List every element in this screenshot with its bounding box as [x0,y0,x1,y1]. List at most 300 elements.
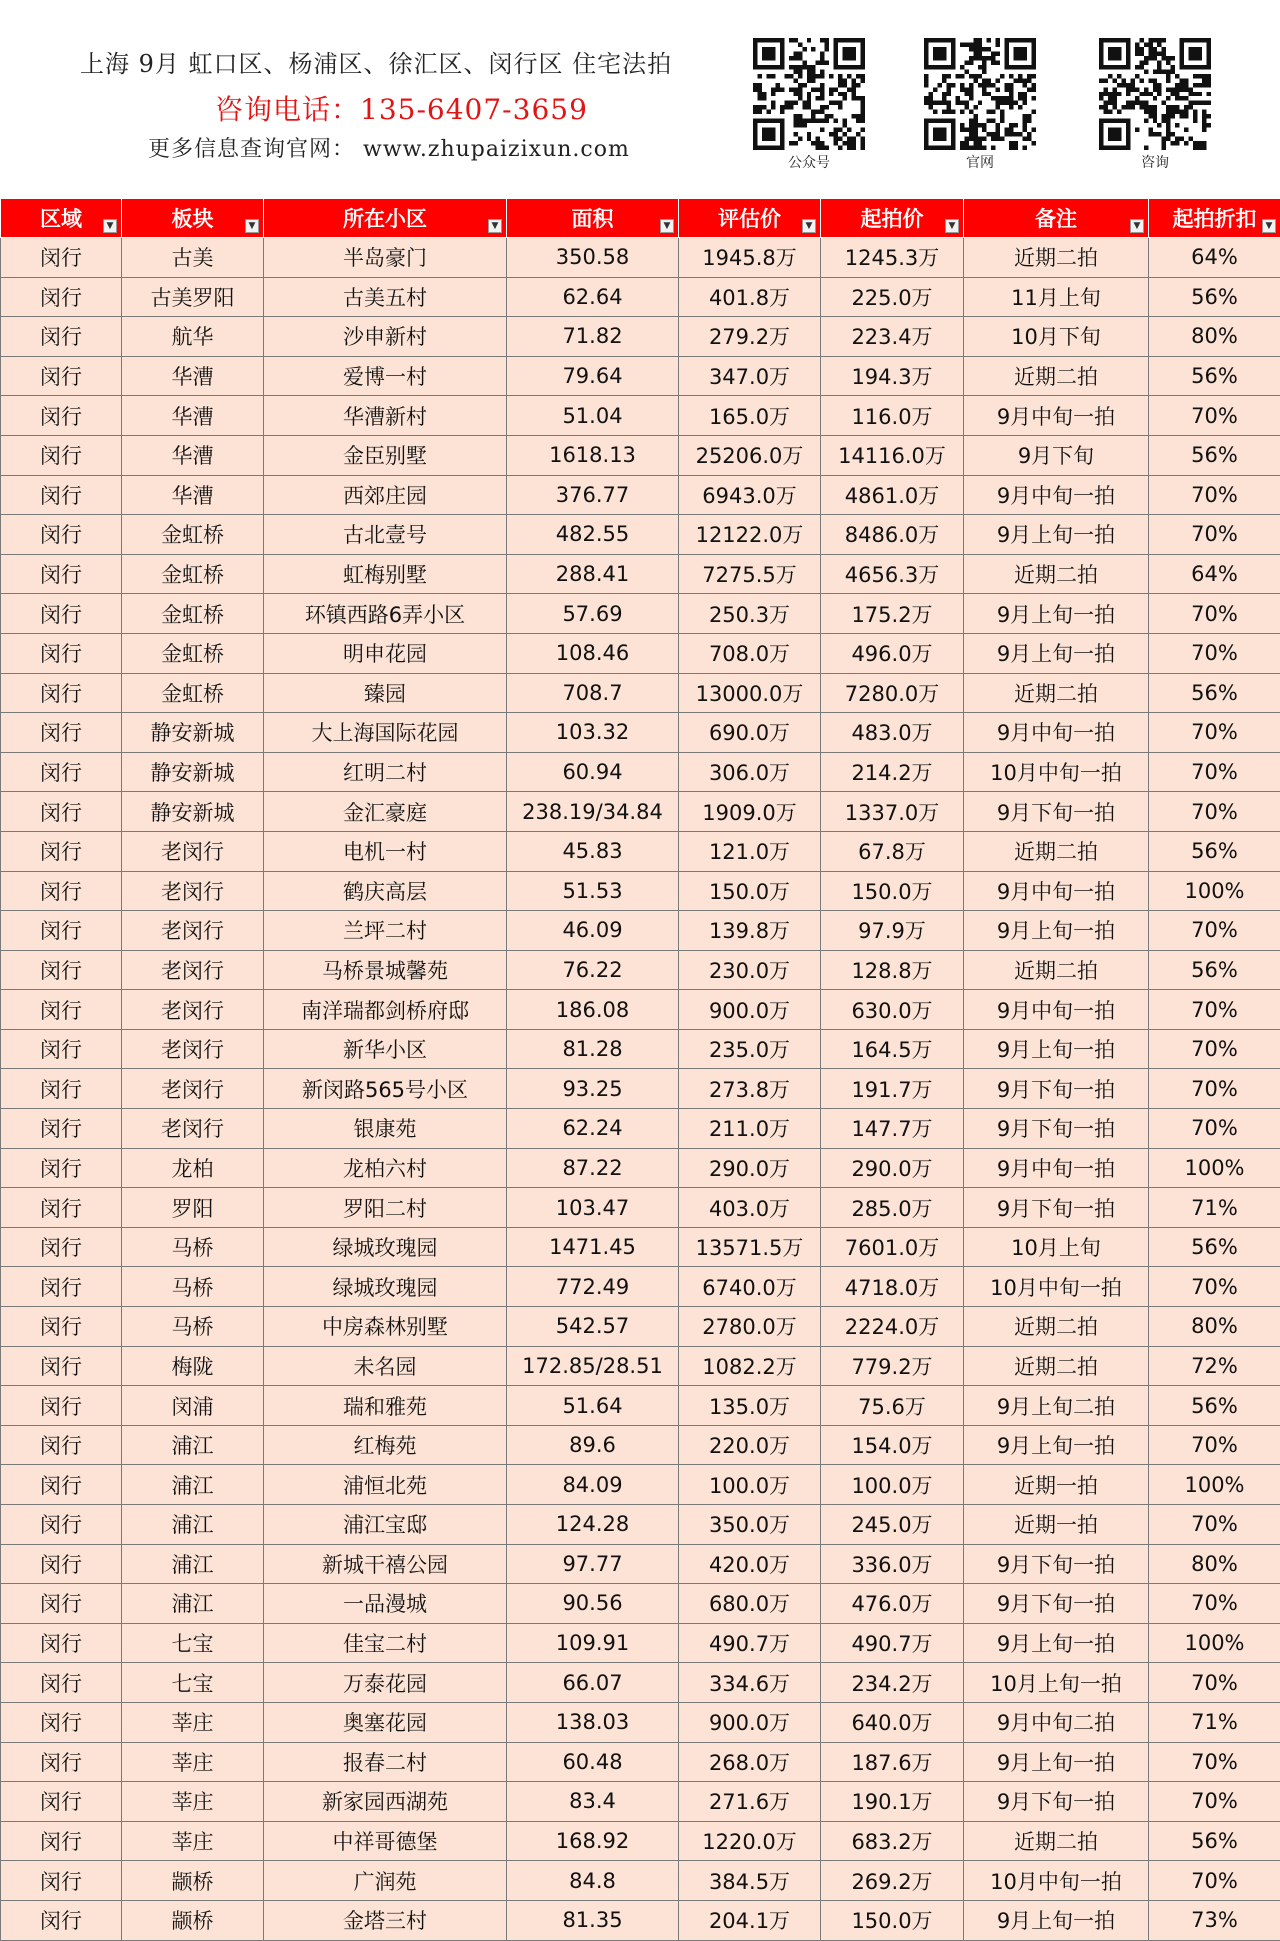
table-cell: 闵行 [1,713,122,753]
table-cell: 6943.0万 [679,475,821,515]
table-cell: 华漕 [122,475,264,515]
table-cell: 半岛豪门 [264,238,507,278]
table-cell: 浦江 [122,1505,264,1545]
table-cell: 70% [1149,1267,1280,1307]
table-cell: 9月中旬一拍 [964,475,1149,515]
qr-code-icon [1099,38,1211,150]
table-cell: 闵行 [1,1188,122,1228]
table-row[interactable] [1,1188,1280,1228]
table-cell: 闵行 [1,1900,122,1940]
col-header[interactable]: 区域 ▼ [1,199,122,238]
filter-icon[interactable]: ▼ [660,219,674,233]
filter-icon[interactable]: ▼ [802,219,816,233]
table-cell: 金虹桥 [122,594,264,634]
table-cell: 2780.0万 [679,1307,821,1347]
table-cell: 56% [1149,831,1280,871]
table-cell: 81.28 [507,1029,679,1069]
table-cell: 红明二村 [264,752,507,792]
table-cell: 闵行 [1,1307,122,1347]
table-cell: 10月上旬一拍 [964,1663,1149,1703]
table-cell: 绿城玫瑰园 [264,1267,507,1307]
table-cell: 近期一拍 [964,1505,1149,1545]
table-cell: 9月上旬一拍 [964,594,1149,634]
table-cell: 近期二拍 [964,831,1149,871]
table-cell: 56% [1149,1821,1280,1861]
qr-code-icon [924,38,1036,150]
table-cell: 403.0万 [679,1188,821,1228]
table-row[interactable] [1,1544,1280,1584]
table-cell: 9月上旬一拍 [964,1742,1149,1782]
table-cell: 190.1万 [821,1782,964,1822]
table-row[interactable] [1,1109,1280,1149]
table-cell: 70% [1149,594,1280,634]
table-row[interactable] [1,238,1280,278]
table-cell: 古美罗阳 [122,277,264,317]
table-cell: 250.3万 [679,594,821,634]
table-row[interactable] [1,713,1280,753]
table-cell: 闵行 [1,1663,122,1703]
table-cell: 93.25 [507,1069,679,1109]
table-cell: 76.22 [507,950,679,990]
table-cell: 静安新城 [122,792,264,832]
table-cell: 87.22 [507,1148,679,1188]
table-cell: 老闵行 [122,1069,264,1109]
table-cell: 97.77 [507,1544,679,1584]
filter-icon[interactable]: ▼ [1262,219,1276,233]
table-cell: 老闵行 [122,911,264,951]
table-cell: 9月下旬一拍 [964,792,1149,832]
table-row[interactable] [1,752,1280,792]
table-cell: 龙柏六村 [264,1148,507,1188]
table-cell: 168.92 [507,1821,679,1861]
table-cell: 西郊庄园 [264,475,507,515]
table-cell: 虹梅别墅 [264,554,507,594]
page-title: 上海 9月 虹口区、杨浦区、徐汇区、闵行区 住宅法拍 [80,50,673,78]
table-row[interactable] [1,594,1280,634]
table-cell: 古美 [122,238,264,278]
table-cell: 11月上旬 [964,277,1149,317]
table-cell: 9月中旬二拍 [964,1702,1149,1742]
table-cell: 90.56 [507,1584,679,1624]
table-cell: 闵行 [1,1029,122,1069]
table-cell: 闵行 [1,1069,122,1109]
table-cell: 7601.0万 [821,1227,964,1267]
table-cell: 老闵行 [122,871,264,911]
table-cell: 广润苑 [264,1861,507,1901]
table-cell: 10月上旬 [964,1227,1149,1267]
table-header-row [1,199,1280,238]
table-cell: 报春二村 [264,1742,507,1782]
table-row[interactable] [1,1425,1280,1465]
table-row[interactable] [1,990,1280,1030]
table-cell: 静安新城 [122,713,264,753]
table-cell: 14116.0万 [821,435,964,475]
table-cell: 51.64 [507,1386,679,1426]
table-cell: 沙申新村 [264,317,507,357]
table-cell: 马桥 [122,1307,264,1347]
table-row[interactable] [1,1069,1280,1109]
table-cell: 9月下旬 [964,435,1149,475]
table-cell: 闵行 [1,396,122,436]
table-cell: 9月中旬一拍 [964,871,1149,911]
table-row[interactable] [1,515,1280,555]
table-cell: 近期一拍 [964,1465,1149,1505]
table-cell: 900.0万 [679,990,821,1030]
table-row[interactable] [1,871,1280,911]
table-cell: 9月中旬一拍 [964,1148,1149,1188]
table-cell: 708.0万 [679,633,821,673]
table-cell: 7275.5万 [679,554,821,594]
table-cell: 72% [1149,1346,1280,1386]
table-cell: 542.57 [507,1307,679,1347]
table-cell: 70% [1149,515,1280,555]
table-cell: 颛桥 [122,1900,264,1940]
table-cell: 279.2万 [679,317,821,357]
table-cell: 56% [1149,950,1280,990]
table-cell: 70% [1149,713,1280,753]
table-row[interactable] [1,831,1280,871]
table-cell: 电机一村 [264,831,507,871]
table-cell: 334.6万 [679,1663,821,1703]
table-cell: 66.07 [507,1663,679,1703]
table-cell: 56% [1149,277,1280,317]
table-cell: 1337.0万 [821,792,964,832]
table-cell: 闵行 [1,911,122,951]
table-cell: 闵行 [1,1544,122,1584]
table-cell: 闵行 [1,515,122,555]
table-row[interactable] [1,1861,1280,1901]
table-row[interactable] [1,1386,1280,1426]
filter-icon[interactable]: ▼ [1130,219,1144,233]
table-cell: 376.77 [507,475,679,515]
table-cell: 223.4万 [821,317,964,357]
table-cell: 135.0万 [679,1386,821,1426]
table-cell: 70% [1149,1109,1280,1149]
table-cell: 772.49 [507,1267,679,1307]
table-cell: 8486.0万 [821,515,964,555]
table-cell: 60.94 [507,752,679,792]
table-cell: 103.32 [507,713,679,753]
table-cell: 70% [1149,396,1280,436]
table-row[interactable] [1,1346,1280,1386]
table-cell: 闵行 [1,1702,122,1742]
table-cell: 绿城玫瑰园 [264,1227,507,1267]
table-cell: 683.2万 [821,1821,964,1861]
table-cell: 闵行 [1,435,122,475]
table-cell: 红梅苑 [264,1425,507,1465]
table-cell: 89.6 [507,1425,679,1465]
table-cell: 138.03 [507,1702,679,1742]
table-cell: 10月下旬 [964,317,1149,357]
col-header[interactable]: 起拍折扣 ▼ [1149,199,1280,238]
table-cell: 闵行 [1,752,122,792]
table-cell: 70% [1149,1029,1280,1069]
col-header[interactable]: 评估价 ▼ [679,199,821,238]
table-cell: 165.0万 [679,396,821,436]
table-row[interactable] [1,673,1280,713]
table-cell: 13571.5万 [679,1227,821,1267]
table-row[interactable] [1,1465,1280,1505]
table-cell: 马桥 [122,1227,264,1267]
table-cell: 51.04 [507,396,679,436]
table-row[interactable] [1,356,1280,396]
table-cell: 482.55 [507,515,679,555]
table-cell: 老闵行 [122,1109,264,1149]
table-cell: 708.7 [507,673,679,713]
table-cell: 浦江 [122,1465,264,1505]
table-cell: 一品漫城 [264,1584,507,1624]
table-row[interactable] [1,1663,1280,1703]
table-cell: 630.0万 [821,990,964,1030]
table-row[interactable] [1,1307,1280,1347]
table-cell: 近期二拍 [964,356,1149,396]
table-cell: 颛桥 [122,1861,264,1901]
table-cell: 1618.13 [507,435,679,475]
filter-icon[interactable]: ▼ [103,219,117,233]
website-line: 更多信息查询官网： www.zhupaizixun.com [148,137,630,162]
table-row[interactable] [1,396,1280,436]
table-row[interactable] [1,435,1280,475]
table-cell: 爱博一村 [264,356,507,396]
table-cell: 金汇豪庭 [264,792,507,832]
table-cell: 103.47 [507,1188,679,1228]
table-cell: 闵行 [1,673,122,713]
table-cell: 闵行 [1,238,122,278]
table-cell: 闵行 [1,871,122,911]
table-cell: 13000.0万 [679,673,821,713]
table-cell: 银康苑 [264,1109,507,1149]
table-row[interactable] [1,1029,1280,1069]
table-cell: 华漕 [122,356,264,396]
table-cell: 9月上旬一拍 [964,1900,1149,1940]
table-cell: 100.0万 [679,1465,821,1505]
table-cell: 273.8万 [679,1069,821,1109]
table-cell: 万泰花园 [264,1663,507,1703]
table-cell: 306.0万 [679,752,821,792]
table-cell: 闵行 [1,594,122,634]
table-row[interactable] [1,1267,1280,1307]
table-cell: 9月下旬一拍 [964,1109,1149,1149]
table-row[interactable] [1,1584,1280,1624]
table-cell: 老闵行 [122,1029,264,1069]
table-cell: 9月下旬一拍 [964,1782,1149,1822]
table-cell: 12122.0万 [679,515,821,555]
table-cell: 9月中旬一拍 [964,990,1149,1030]
table-cell: 336.0万 [821,1544,964,1584]
table-cell: 古北壹号 [264,515,507,555]
table-cell: 七宝 [122,1623,264,1663]
table-cell: 60.48 [507,1742,679,1782]
filter-icon[interactable]: ▼ [945,219,959,233]
table-cell: 新城干禧公园 [264,1544,507,1584]
table-cell: 老闵行 [122,950,264,990]
table-cell: 80% [1149,317,1280,357]
table-cell: 华漕新村 [264,396,507,436]
table-cell: 235.0万 [679,1029,821,1069]
table-cell: 67.8万 [821,831,964,871]
table-cell: 290.0万 [679,1148,821,1188]
table-row[interactable] [1,317,1280,357]
table-row[interactable] [1,277,1280,317]
table-row[interactable] [1,475,1280,515]
col-header[interactable]: 起拍价 ▼ [821,199,964,238]
col-header[interactable]: 备注 ▼ [964,199,1149,238]
table-cell: 浦江 [122,1584,264,1624]
table-cell: 108.46 [507,633,679,673]
table-cell: 285.0万 [821,1188,964,1228]
table-cell: 10月中旬一拍 [964,752,1149,792]
table-cell: 80% [1149,1307,1280,1347]
table-cell: 莘庄 [122,1821,264,1861]
table-cell: 83.4 [507,1782,679,1822]
table-cell: 闵行 [1,1346,122,1386]
table-row[interactable] [1,633,1280,673]
table-cell: 420.0万 [679,1544,821,1584]
table-cell: 马桥 [122,1267,264,1307]
table-cell: 金虹桥 [122,673,264,713]
table-cell: 680.0万 [679,1584,821,1624]
table-cell: 640.0万 [821,1702,964,1742]
table-cell: 金塔三村 [264,1900,507,1940]
table-cell: 近期二拍 [964,1821,1149,1861]
table-cell: 71% [1149,1188,1280,1228]
table-cell: 121.0万 [679,831,821,871]
table-cell: 100.0万 [821,1465,964,1505]
table-cell: 476.0万 [821,1584,964,1624]
table-cell: 172.85/28.51 [507,1346,679,1386]
table-cell: 闵行 [1,990,122,1030]
table-cell: 79.64 [507,356,679,396]
qr-label: 公众号 [788,155,830,171]
table-cell: 1082.2万 [679,1346,821,1386]
table-cell: 10月中旬一拍 [964,1267,1149,1307]
table-cell: 4861.0万 [821,475,964,515]
table-cell: 124.28 [507,1505,679,1545]
table-cell: 56% [1149,356,1280,396]
table-cell: 瑞和雅苑 [264,1386,507,1426]
qr-website[interactable] [924,38,1036,172]
table-cell: 闵行 [1,950,122,990]
table-cell: 闵行 [1,1861,122,1901]
table-cell: 未名园 [264,1346,507,1386]
table-cell: 9月上旬二拍 [964,1386,1149,1426]
table-row[interactable] [1,1821,1280,1861]
table-cell: 62.64 [507,277,679,317]
table-cell: 9月上旬一拍 [964,515,1149,555]
table-cell: 214.2万 [821,752,964,792]
table-cell: 9月中旬一拍 [964,713,1149,753]
table-cell: 56% [1149,1227,1280,1267]
table-cell: 238.19/34.84 [507,792,679,832]
col-header[interactable]: 所在小区 ▼ [264,199,507,238]
table-row[interactable] [1,1900,1280,1940]
table-cell: 269.2万 [821,1861,964,1901]
table-cell: 中祥哥德堡 [264,1821,507,1861]
table-row[interactable] [1,1742,1280,1782]
table-cell: 70% [1149,1782,1280,1822]
table-row[interactable] [1,792,1280,832]
table-cell: 4718.0万 [821,1267,964,1307]
page-header [0,0,1280,198]
table-cell: 45.83 [507,831,679,871]
table-cell: 闵行 [1,792,122,832]
table-cell: 56% [1149,1386,1280,1426]
table-cell: 1220.0万 [679,1821,821,1861]
table-cell: 闵行 [1,633,122,673]
table-cell: 新闵路565号小区 [264,1069,507,1109]
qr-consult[interactable] [1099,38,1211,172]
table-cell: 马桥景城馨苑 [264,950,507,990]
table-body [1,238,1280,1941]
table-row[interactable] [1,554,1280,594]
table-cell: 浦江宝邸 [264,1505,507,1545]
table-cell: 186.08 [507,990,679,1030]
table-cell: 164.5万 [821,1029,964,1069]
table-cell: 70% [1149,1742,1280,1782]
table-cell: 128.8万 [821,950,964,990]
table-cell: 1245.3万 [821,238,964,278]
table-row[interactable] [1,1782,1280,1822]
table-cell: 7280.0万 [821,673,964,713]
table-row[interactable] [1,911,1280,951]
table-cell: 闵行 [1,1742,122,1782]
table-cell: 70% [1149,990,1280,1030]
table-cell: 70% [1149,911,1280,951]
table-cell: 9月下旬一拍 [964,1188,1149,1228]
table-cell: 闵行 [1,1267,122,1307]
table-cell: 老闵行 [122,831,264,871]
table-row[interactable] [1,1623,1280,1663]
table-cell: 401.8万 [679,277,821,317]
table-cell: 南洋瑞都剑桥府邸 [264,990,507,1030]
table-cell: 奥塞花园 [264,1702,507,1742]
table-cell: 航华 [122,317,264,357]
table-cell: 271.6万 [679,1782,821,1822]
table-cell: 闵行 [1,1505,122,1545]
table-row[interactable] [1,1227,1280,1267]
table-cell: 70% [1149,1505,1280,1545]
table-cell: 71.82 [507,317,679,357]
table-cell: 100% [1149,1148,1280,1188]
table-cell: 347.0万 [679,356,821,396]
table-cell: 罗阳 [122,1188,264,1228]
table-cell: 金虹桥 [122,515,264,555]
qr-label: 官网 [966,155,994,171]
table-row[interactable] [1,950,1280,990]
table-cell: 金虹桥 [122,633,264,673]
table-cell: 闵行 [1,1386,122,1426]
table-cell: 81.35 [507,1900,679,1940]
table-cell: 175.2万 [821,594,964,634]
col-header[interactable]: 板块 ▼ [122,199,264,238]
filter-icon[interactable]: ▼ [245,219,259,233]
table-row[interactable] [1,1505,1280,1545]
table-cell: 闵行 [1,1465,122,1505]
table-row[interactable] [1,1702,1280,1742]
table-cell: 290.0万 [821,1148,964,1188]
table-cell: 154.0万 [821,1425,964,1465]
qr-wechat[interactable] [753,38,865,172]
table-cell: 静安新城 [122,752,264,792]
table-cell: 浦江 [122,1425,264,1465]
table-cell: 闵行 [1,1109,122,1149]
table-row[interactable] [1,1148,1280,1188]
col-header[interactable]: 面积 ▼ [507,199,679,238]
table-cell: 100% [1149,871,1280,911]
table-cell: 62.24 [507,1109,679,1149]
filter-icon[interactable]: ▼ [488,219,502,233]
table-cell: 64% [1149,554,1280,594]
